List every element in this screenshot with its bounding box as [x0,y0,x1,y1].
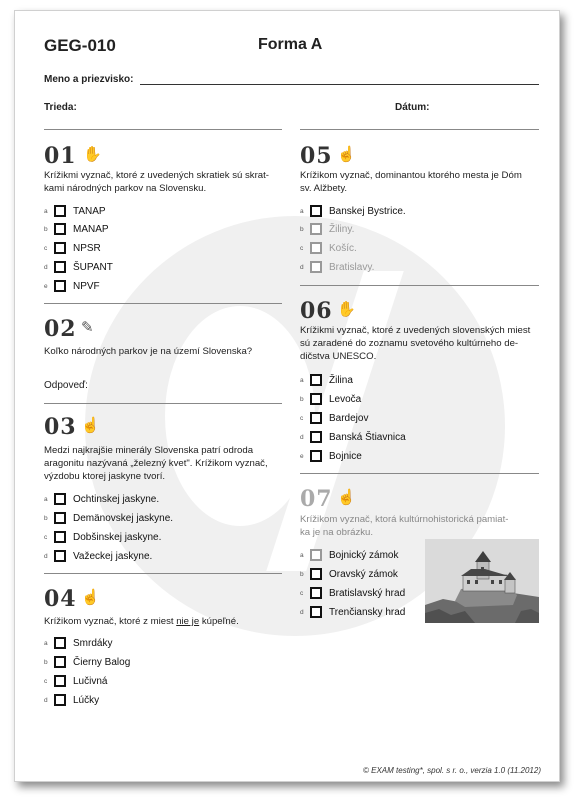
checkbox [54,675,66,687]
question-text: Krížikmi vyznač, ktoré z uvedených slovenských miest sú zaradené do zoznamu svetového kultúrneho de- dičstva UNESCO. [300,325,531,362]
checkbox [310,393,322,405]
name-label: Meno a priezvisko: [44,74,134,85]
answer-option[interactable]: c NPSR [44,242,101,254]
date-label: Dátum: [395,102,430,113]
test-sheet [14,10,560,782]
test-form: Forma A [258,36,323,53]
question-text: Krížikom vyznač, dominantou ktorého mesta je Dóm sv. Alžbety. [300,170,522,194]
answer-option[interactable]: a Smrdáky [44,637,113,649]
answer-option[interactable]: c Lučivná [44,675,108,687]
pencil-icon: ✎ [81,319,94,336]
answer-option[interactable]: b Demänovskej jaskyne. [44,512,174,524]
answer-option[interactable]: d Lúčky [44,694,100,706]
checkbox [310,450,322,462]
divider [44,129,282,130]
question-text: Krížikom vyznač, ktoré z miest nie je kúpeľné. [44,616,239,627]
answer-option[interactable]: d Banská Štiavnica [300,431,406,443]
answer-option[interactable]: b Oravský zámok [300,568,398,580]
answer-option[interactable]: c Bardejov [300,412,369,424]
pointing-hand-icon: ☝ [81,417,100,434]
checkbox [310,242,322,254]
name-field[interactable] [140,84,539,85]
checkbox [54,656,66,668]
footer-copyright: © EXAM testing*, spol. s r. o., verzia 1.0 (11.2012) [363,766,541,775]
checkbox [54,531,66,543]
divider [44,573,282,574]
checkbox [310,549,322,561]
answer-option[interactable]: d Trenčiansky hrad [300,606,406,618]
answer-option[interactable]: e Bojnice [300,450,362,462]
checkbox [54,205,66,217]
checkbox [54,242,66,254]
class-label: Trieda: [44,102,77,113]
checkbox [54,223,66,235]
checkbox [54,637,66,649]
answer-option[interactable]: b Levoča [300,393,362,405]
answer-option[interactable]: c Dobšinskej jaskyne. [44,531,162,543]
question-number: 02 [44,316,77,342]
checkbox [310,431,322,443]
answer-option[interactable]: e NPVF [44,280,100,292]
answer-option[interactable]: c Bratislavský hrad [300,587,406,599]
question-text: Koľko národných parkov je na území Slovenska? [44,346,253,357]
pointing-hand-icon: ☝ [81,589,100,606]
question-text: Medzi najkrajšie minerály Slovenska patrí odroda aragonitu nazývaná „železný kvet". Krížikom vyznač, výzdobu ktorej jaskyne tvorí. [44,445,268,482]
checkbox [310,412,322,424]
checkbox [54,694,66,706]
checkbox [310,606,322,618]
checkbox [54,493,66,505]
pointing-hand-icon: ☝ [337,146,356,163]
answer-option[interactable]: d Bratislavy. [300,261,375,273]
divider [300,285,539,286]
question-number: 05 [300,143,333,169]
answer-option[interactable]: b Žiliny. [300,223,355,235]
answer-option[interactable]: a Žilina [300,374,353,386]
question-text: Krížikmi vyznač, ktoré z uvedených skratiek sú skrat- kami národných parkov na Slovensku. [44,170,269,194]
divider [300,473,539,474]
hand-icon: ✋ [83,146,102,163]
divider [300,129,539,130]
checkbox [54,280,66,292]
hand-icon: ✋ [337,301,356,318]
castle-photo [425,539,539,623]
answer-option[interactable]: a TANAP [44,205,106,217]
answer-option[interactable]: d Važeckej jaskyne. [44,550,153,562]
answer-option[interactable]: c Košíc. [300,242,357,254]
answer-option[interactable]: a Ochtinskej jaskyne. [44,493,160,505]
checkbox [310,374,322,386]
answer-option[interactable]: b Čierny Balog [44,656,131,668]
answer-option[interactable]: a Banskej Bystrice. [300,205,406,217]
divider [44,303,282,304]
answer-option[interactable]: a Bojnický zámok [300,549,399,561]
answer-option[interactable]: d ŠUPANT [44,261,113,273]
divider [44,403,282,404]
checkbox [310,205,322,217]
question-number: 01 [44,143,77,169]
checkbox [310,568,322,580]
checkbox [54,261,66,273]
answer-label: Odpoveď: [44,380,88,391]
question-number: 06 [300,298,333,324]
question-number: 04 [44,586,77,612]
pointing-hand-icon: ☝ [337,489,356,506]
checkbox [54,550,66,562]
question-text: Krížikom vyznač, ktorá kultúrnohistorická pamiat- ka je na obrázku. [300,514,509,538]
answer-option[interactable]: b MANAP [44,223,109,235]
checkbox [310,261,322,273]
checkbox [310,587,322,599]
question-number: 07 [300,486,333,512]
test-code: GEG-010 [44,36,116,55]
question-number: 03 [44,414,77,440]
checkbox [310,223,322,235]
checkbox [54,512,66,524]
